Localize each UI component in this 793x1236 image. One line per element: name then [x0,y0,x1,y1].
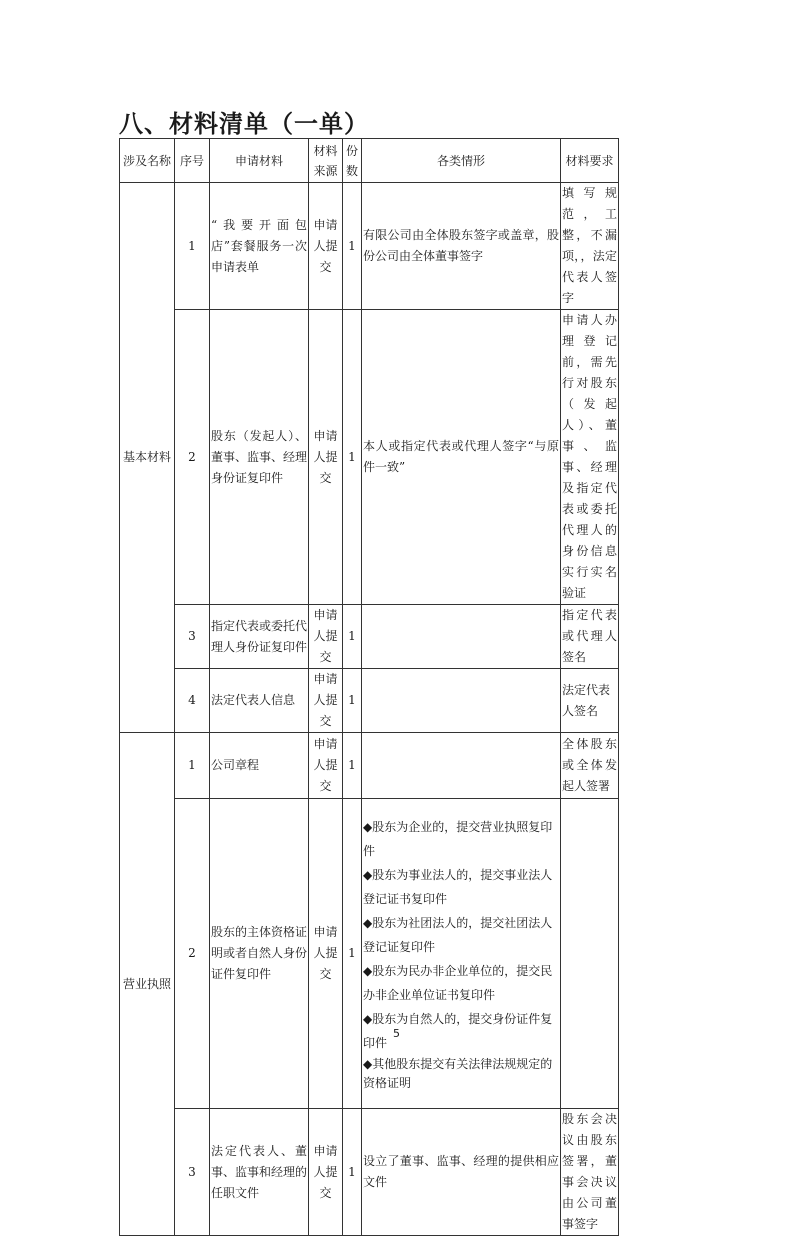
row-copies: 1 [343,669,362,733]
row-source: 申请人提交 [309,310,343,605]
row-situation [362,733,561,799]
row-source: 申请人提交 [309,733,343,799]
page-number: 5 [393,1027,400,1040]
row-material: 公司章程 [210,733,309,799]
row-source: 申请人提交 [309,669,343,733]
table-row [120,1109,619,1236]
row-index: 1 [175,733,210,799]
row-requirement: 股东会决议由股东签署，董事会决议由公司董事签字 [561,1109,619,1236]
row-situation [362,605,561,669]
header-situation: 各类情形 [362,139,561,183]
row-copies: 1 [343,733,362,799]
row-source: 申请人提交 [309,1109,343,1236]
header-copies: 份数 [343,139,362,183]
row-material: 法定代表人信息 [210,669,309,733]
table-row [120,799,619,1109]
situation-item: ◆股东为自然人的，提交身份证件复印件 [363,1011,553,1050]
section-name: 营业执照 [120,733,175,1236]
materials-table [119,138,619,1236]
situation-item: ◆股东为民办非企业单位的，提交民办非企业单位证书复印件 [363,963,553,1002]
table-row [120,183,619,310]
header-material: 申请材料 [210,139,309,183]
row-situation: 设立了董事、监事、经理的提供相应文件 [362,1109,561,1236]
row-index: 2 [175,799,210,1109]
section-title: 八、材料清单（一单） [119,110,369,138]
row-situation-list [362,799,561,1109]
row-copies: 1 [343,605,362,669]
header-category: 涉及名称 [120,139,175,183]
row-source: 申请人提交 [309,605,343,669]
row-copies: 1 [343,310,362,605]
row-material: 股东的主体资格证明或者自然人身份证件复印件 [210,799,309,1109]
section-name: 基本材料 [120,183,175,733]
table-header-row [120,139,619,183]
row-situation [362,669,561,733]
row-copies: 1 [343,799,362,1109]
row-requirement: 指定代表或代理人签名 [561,605,619,669]
situation-item: ◆股东为事业法人的，提交事业法人登记证书复印件 [363,867,553,906]
row-source: 申请人提交 [309,799,343,1109]
row-requirement [561,799,619,1109]
row-copies: 1 [343,183,362,310]
row-index: 2 [175,310,210,605]
row-material: 指定代表或委托代理人身份证复印件 [210,605,309,669]
situation-item: ◆其他股东提交有关法律法规规定的资格证明 [363,1056,553,1090]
header-source: 材料来源 [309,139,343,183]
row-index: 3 [175,605,210,669]
row-requirement: 申请人办理登记前，需先行对股东（发起人）、董事、监事、经理及指定代表或委托代理人的身份信息实行实名验证 [561,310,619,605]
situation-item: ◆股东为企业的，提交营业执照复印件 [363,819,553,858]
row-material: “我要开面包店”套餐服务一次申请表单 [210,183,309,310]
row-requirement: 法定代表人签名 [561,669,619,733]
table-row [120,605,619,669]
row-source: 申请人提交 [309,183,343,310]
header-requirement: 材料要求 [561,139,619,183]
row-index: 4 [175,669,210,733]
row-index: 1 [175,183,210,310]
row-requirement: 全体股东或全体发起人签署 [561,733,619,799]
situation-item: ◆股东为社团法人的，提交社团法人登记证复印件 [363,915,553,954]
row-material: 法定代表人、董事、监事和经理的任职文件 [210,1109,309,1236]
table-row [120,310,619,605]
row-copies: 1 [343,1109,362,1236]
row-requirement: 填写规范，工整，不漏项，，法定代表人签字 [561,183,619,310]
row-situation: 有限公司由全体股东签字或盖章，股份公司由全体董事签字 [362,183,561,310]
header-index: 序号 [175,139,210,183]
row-situation: 本人或指定代表或代理人签字“与原件一致” [362,310,561,605]
row-material: 股东（发起人）、董事、监事、经理身份证复印件 [210,310,309,605]
row-index: 3 [175,1109,210,1236]
table-row [120,669,619,733]
table-row [120,733,619,799]
